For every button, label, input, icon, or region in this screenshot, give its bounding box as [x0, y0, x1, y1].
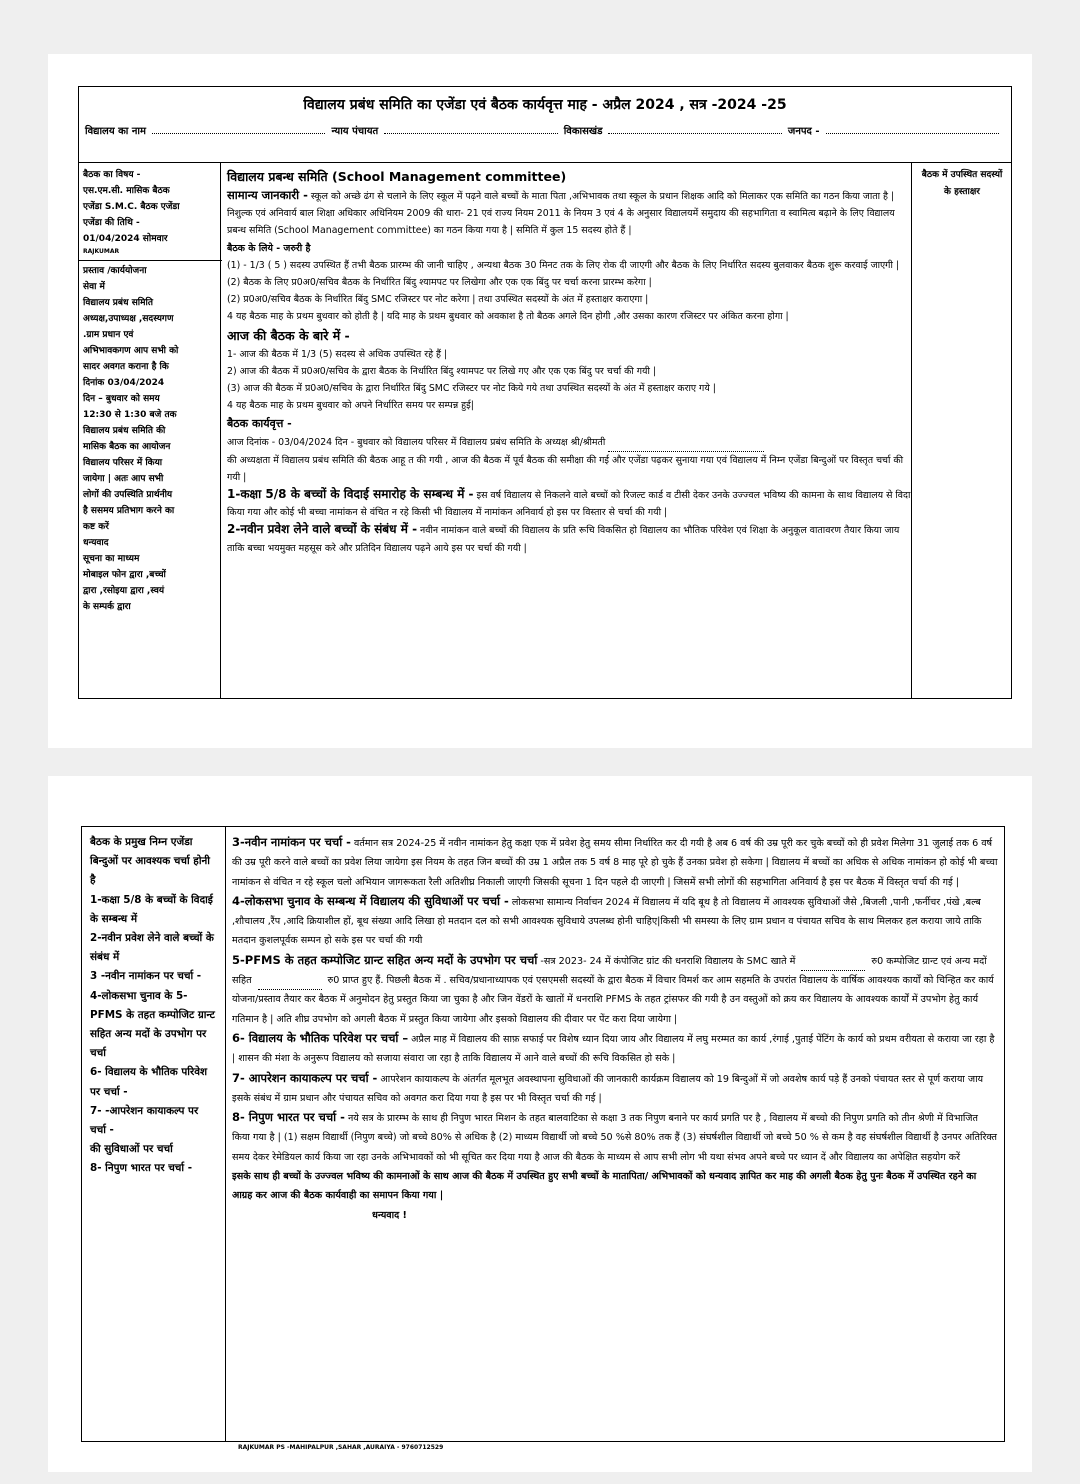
proposal-line: मोबाइल फोन द्वारा ,बच्चों [83, 570, 166, 580]
minutes-item [232, 833, 998, 892]
minutes-item-title: 8- निपुण भारत पर चर्चा - [232, 1110, 345, 1125]
item-1-paragraph: 1-कक्षा 5/8 के बच्चों के विदाई समारोह के सम्बन्ध में - इस वर्ष विद्यालय से निकलने वाले बच्चों को रिजल्ट कार्ड व टीसी देकर उनके उज्ज्वल भविष्य की कामना के साथ विद्यालय से विदा किया गया और कोई भी बच्चा नामांकन से वंचित न रहे किसी भी विद्यालय में नामांकन अनिवार्य हो इस पर विस्तार से चर्चा की गयी | [227, 487, 911, 519]
proposal-line: है ससमय प्रतिभाग करने का [83, 506, 175, 516]
agenda-point: 3 -नवीन नामांकन पर चर्चा - [90, 970, 202, 983]
minutes-item [232, 1029, 998, 1069]
agenda-point: 8- निपुण भारत पर चर्चा - [90, 1162, 193, 1175]
proposal-line: विद्यालय परिसर में किया [83, 458, 163, 468]
school-name-label: विद्यालय का नाम [85, 126, 146, 137]
minutes-item-text: लोकसभा सामान्य निर्वाचन 2024 में विद्यालय में यदि बूथ है तो विद्यालय में आवश्यक सुविधाओं जैसे ,बिजली ,पानी ,फर्नीचर ,पंखे ,बल्ब ,शौचालय ,रैंप ,आदि क्रियाशील हों, बूथ संख्या आदि लिखा हो मतदान दल को सभी आवश्यक सुविधाये उपलब्ध होनी चाहिए|किसी भी समस्या के लिए ग्राम प्रधान व पंचायत सचिव के साथ मिलकर हल कराया जाये ताकि मतदान कुशलपूर्वक सम्पन हो सके इस पर चर्चा की गयी [232, 896, 982, 947]
requirement-item: (1) - 1/3 ( 5 ) सदस्य उपस्थित हैं तभी बैठक प्रारम्भ की जानी चाहिए , अन्यथा बैठक 30 मिनट तक के लिए रोक दी जाएगी और बैठक के लिए निर्धारित सदस्य बुलवाकर बैठक शुरू करवाई जाएगी | [227, 259, 900, 271]
panchayat-blank [384, 133, 557, 134]
today-item: (3) आज की बैठक में प्र0अ0/सचिव के द्वारा निर्धारित बिंदु SMC रजिस्टर पर नोट किये गये तथा उपस्थित सदस्यों के अंत में हस्ताक्षर कराए गये | [227, 383, 716, 395]
proposal-line: अध्यक्ष,उपाध्यक्ष ,सदस्यगण [83, 314, 174, 324]
proposal-line: विद्यालय प्रबंध समिति की [83, 426, 166, 436]
block-label: विकासखंड [563, 126, 603, 137]
minutes-item [232, 951, 998, 1029]
column-divider-right [911, 162, 912, 698]
school-name-blank [152, 133, 325, 134]
column-divider-left [220, 162, 221, 698]
general-info-paragraph: सामान्य जानकारी - स्कूल को अच्छे ढंग से चलाने के लिए स्कूल में पढ़ने वाले बच्चों के माता पिता ,अभिभावक तथा स्कूल के प्रधान शिक्षक आदि को मिलाकर एक समिति का गठन किया जाता है | निशुल्क एवं अनिवार्य बाल शिक्षा अधिकार अधिनियम 2009 की धारा- 21 एवं राज्य नियम 2011 के नियम 3 एवं 4 के अनुसार विद्यालयमें समुदाय की सहभागिता व स्वामित्व बढ़ाने के लिए विद्यालय प्रबन्ध समिति (School Management committee) का गठन किया गया है | समिति में कुल 15 सदस्य होते हैं | [227, 188, 895, 237]
minutes-item-title: 6- विद्यालय के भौतिक परिवेश पर चर्चा – [232, 1030, 409, 1045]
amount-blank [258, 989, 322, 990]
minutes-main-column [232, 833, 998, 1225]
agenda-frame [78, 86, 1012, 699]
proposal-line: सादर अवगत कराना है कि [83, 362, 169, 372]
item-2-paragraph: 2-नवीन प्रवेश लेने वाले बच्चों के संबंध में - नवीन नामांकन वाले बच्चों की विद्यालय के प्रति रूचि विकसित हो विद्यालय का भौतिक परिवेश एवं शिक्षा के अनुकूल वातावरण तैयार किया जाय ताकि बच्चा भयमुक्त महसूस करे और प्रतिदिन विद्यालय पढ़ने आये इस पर चर्चा की गयी | [227, 522, 900, 554]
proposal-line: सेवा में [83, 282, 105, 292]
minutes-frame [81, 826, 1005, 1451]
today-item: 4 यह बैठक माह के प्रथम बुधवार को अपने निर्धारित समय पर सम्पन्न हुई| [227, 400, 474, 412]
agenda-subject-line: एजेंडा S.M.C. बैठक एजेंडा [83, 202, 180, 212]
proposal-line: द्वारा ,रसोइया द्वारा ,स्वयं [83, 586, 165, 596]
requirement-item: 4 यह बैठक माह के प्रथम बुधवार को होती है | यदि माह के प्रथम बुधवार को अवकाश है तो बैठक अगले दिन होगी ,और उसका कारण रजिस्टर पर अंकित करना होगा | [227, 311, 789, 323]
minutes-item-text: आपरेशन कायाकल्प के अंतर्गत मूलभूत अवस्थापना सुविधाओं की जानकारी कार्यक्रम विद्यालय को 19 बिन्दुओं में जो अवशेष कार्य पड़े हैं उनको पंचायत स्तर से पूर्ण कराया जाय इसके संबंध में ग्राम प्रधान और पंचायत सचिव को अवगत करा दिया गया है इस पर भी विस्तृत चर्चा की गई | [232, 1073, 984, 1104]
proposal-block [83, 263, 218, 615]
agenda-point: 4-लोकसभा चुनाव के 5-PFMS के तहत कम्पोजिट ग्रान्ट सहित अन्य मदों के उपभोग पर चर्चा [90, 989, 215, 1060]
agenda-points-column [82, 827, 226, 1441]
proposal-line: विद्यालय प्रबंध समिति [83, 298, 153, 308]
minutes-item-text: नये सत्र के प्रारम्भ के साथ ही निपुण भारत मिशन के तहत बालवाटिका से कक्षा 3 तक निपुण बनाने पर कार्य प्रगति पर है , विद्यालय में बच्चो की निपुण प्रगति को तीन श्रेणी में विभाजित किया गया है | (1) सक्षम विद्यार्थी (निपुण बच्चे) जो बच्चे 80% से अधिक है (2) माध्यम विद्यार्थी जो बच्चे 50 %से 80% तक हैं (3) संघर्षशील विद्यार्थी जो बच्चे 50 % से कम है वह संघर्षशील विद्यार्थी है उनपर अतिरिक्त समय देकर रेमेडियल कार्य किया जा रहा उनके अभिभावकों को भी सूचित कर दिया गया है आज की बैठक के माध्यम से आप सभी लोग भी यथा संभव अपने बच्चे पर ध्यान दें और विद्यालय का अपेक्षित सहयोग करें [232, 1113, 998, 1163]
proposal-line: अभिभावकगण आप सभी को [83, 346, 179, 356]
agenda-point: 1-कक्षा 5/8 के बच्चों के विदाई के सम्बन्ध में [90, 893, 213, 925]
agenda-subject-block [83, 167, 218, 247]
minutes-item-text: वर्तमान सत्र 2024-25 में नवीन नामांकन हेतु कक्षा एक में प्रवेश हेतु समय सीमा निर्धारित कर दी गयी है अब 6 वर्ष की उम्र पूरी कर चुके बच्चों को ही प्रवेश मिलेगा 31 जुलाई तक 6 वर्ष की उम्र पूरी करने वाले बच्चों का प्रवेश लिया जायेगा इस नियम के तहत जिन बच्चों की उम्र 1 अप्रैल तक 5 वर्ष 8 माह पूरे हो चुके हैं उनका प्रवेश हो सकेगा | विद्यालय में बच्चों का अधिक से अधिक नामांकन हो कोई भी बच्चा नामांकन से वंचित न रहे स्कूल चलो अभियान जागरूकता रैली अतिशीघ्र निकाली जाएगी जिसकी सूचना 1 दिन पहले दी जाएगी | जिसमें सभी लोगों की सहभागिता अनिवार्य है इस पर बैठक में विस्तृत चर्चा की गई | [232, 838, 998, 888]
proposal-line: जायेगा | अतः आप सभी [83, 474, 164, 484]
requirement-item: (2) प्र0अ0/सचिव बैठक के निर्धारित बिंदु SMC रजिस्टर पर नोट करेगा | तथा उपस्थित सदस्यों के अंत में हस्ताक्षर कराएगा | [227, 294, 649, 306]
agenda-subject-line: 01/04/2024 सोमवार [83, 234, 168, 244]
page-title: विद्यालय प्रबंध समिति का एजेंडा एवं बैठक कार्यवृत्त माह - अप्रैल 2024 , सत्र -2024 -25 [303, 97, 787, 113]
header-fields [85, 123, 1005, 137]
proposal-line: प्रस्ताव /कार्ययोजना [83, 266, 147, 276]
proposal-line: लोगों की उपस्थिति प्रार्थनीय [83, 490, 173, 500]
minutes-item-title: 3-नवीन नामांकन पर चर्चा - [232, 835, 351, 849]
agenda-point: 7- -आपरेशन कायाकल्प पर चर्चा - [90, 1104, 199, 1137]
proposal-line: कष्ट करें [83, 522, 109, 532]
author-small-label: RAJKUMAR [83, 248, 120, 255]
proposal-line: सूचना का माध्यम [83, 554, 140, 564]
agenda-main-column [227, 167, 911, 557]
proposal-line: 12:30 से 1:30 बजे तक [83, 410, 177, 420]
minutes-first-line: आज दिनांक - 03/04/2024 दिन - बुधवार को विद्यालय परिसर में विद्यालय प्रबंध समिति के अध्यक्ष श्री/श्रीमती [227, 434, 911, 451]
header-divider [79, 162, 1011, 163]
proposal-line: .ग्राम प्रधान एवं [83, 330, 134, 340]
proposal-line: दिनांक 03/04/2024 [83, 378, 165, 388]
today-item: 2) आज की बैठक में प्र0अ0/सचिव के द्वारा बैठक के निर्धारित बिंदु श्यामपट पर लिखे गए और एक एक बिंदु पर चर्चा की गयी | [227, 365, 657, 377]
minutes-item-title: 7- आपरेशन कायाकल्प पर चर्चा - [232, 1070, 378, 1085]
minutes-item-title: 5-PFMS के तहत कम्पोजिट ग्रान्ट सहित अन्य मदों के उपभोग पर चर्चा [232, 952, 538, 967]
today-meeting-heading: आज की बैठक के बारे में - [227, 327, 350, 343]
today-meeting-list [227, 346, 911, 415]
document-page-2 [48, 776, 1032, 1472]
signatures-column: बैठक में उपस्थित सदस्यों के हस्ताक्षर [921, 170, 1003, 197]
minutes-heading: बैठक कार्यवृत्त - [227, 417, 292, 431]
today-item: 1- आज की बैठक में 1/3 (5) सदस्य से अधिक उपस्थित रहे हैं | [227, 348, 448, 360]
footer-note: RAJKUMAR PS -MAHIPALPUR ,SAHAR ,AURAIYA - 9760712529 [238, 1444, 444, 1451]
agenda-subject-line: एजेंडा की तिथि - [83, 218, 140, 228]
closing-paragraph: इसके साथ ही बच्चों के उज्ज्वल भविष्य की कामनाओं के साथ आज की बैठक में उपस्थित हुए सभी बच्चों के मातापिता/ अभिभावकों को धन्यवाद ज्ञापित कर माह की अगली बैठक हेतु पुनः बैठक में उपस्थित रहने का आग्रह कर आज की बैठक कार्यवाही का समापन किया गया | [232, 1171, 977, 1202]
thanks-text: धन्यवाद ! [372, 1209, 407, 1221]
amount-blank [801, 970, 865, 971]
minutes-item [232, 1069, 998, 1109]
district-label: जनपद - [787, 126, 820, 137]
agenda-left-column [83, 167, 218, 615]
proposal-line: दिन – बुधवार को समय [83, 394, 160, 404]
proposal-line: धन्यवाद [83, 538, 109, 548]
agenda-subject-line: बैठक का विषय - [83, 170, 141, 180]
agenda-point: 6- विद्यालय के भौतिक परिवेश पर चर्चा - [90, 1066, 208, 1098]
minutes-item-text: अप्रैल माह में विद्यालय की साफ़ सफाई पर विशेष ध्यान दिया जाय और विद्यालय में लघु मरम्मत का कार्य ,रंगाई ,पुताई पेंटिंग के कार्य को प्रथम वरीयता से कराया जा रहा है | शासन की मंशा के अनुरूप विद्यालय को सजाया संवारा जा रहा है ताकि विद्यालय में आने वाले बच्चों की रूचि विकसित हो सके | [232, 1033, 995, 1065]
requirement-item: (2) बैठक के लिए प्र0अ0/सचिव बैठक के निर्धारित बिंदु श्यामपट पर लिखेगा और एक एक बिंदु पर चर्चा करना प्रारम्भ करेगा | [227, 277, 652, 289]
minutes-item [232, 892, 998, 951]
proposal-line: के सम्पर्क द्वारा [83, 602, 131, 612]
minutes-item [232, 1108, 998, 1167]
minutes-item-text: -सत्र 2023- 24 में कंपोजिट ग्रांट की धनराशि विद्यालय के SMC खाते में [537, 955, 796, 967]
document-page-1 [48, 54, 1032, 748]
minutes-item-text: रु0 प्राप्त हुए हैं. पिछली बैठक में . सचिव/प्रधानाध्यापक एवं एसएमसी सदस्यों के द्वारा बैठक में विचार विमर्श कर आम सहमति के उपरांत विद्यालय के वार्षिक आवश्यक कार्यों को चिन्हित कर कार्य योजना/प्रस्ताव तैयार कर बैठक में अनुमोदन हेतु प्रस्तुत किया जा चुका है और जिन वेंडरों के खातों में धनराशि PFMS के तहत ट्रांसफर की गयी है उन वस्तुओं को क्रय कर विद्यालय के आवश्यक कार्यों में उपभोग हेतु कार्य गतिमान है | अति शीघ्र उपभोग को अगली बैठक में प्रस्तुत किया जायेगा और इसको विद्यालय की दीवार पर पेंट करा दिया जायेगा | [232, 975, 994, 1025]
minutes-paragraph: की अध्यक्षता में विद्यालय प्रबंध समिति की बैठक आहू त की गयी , आज की बैठक में पूर्व बैठक की समीक्षा की गई और एजेंडा पढ़कर सुनाया गया एवं विद्यालय में निम्न एजेंडा बिन्दुओं पर विस्तृत चर्चा की गयी | [227, 454, 904, 483]
block-blank [608, 133, 781, 134]
agenda-point: 2-नवीन प्रवेश लेने वाले बच्चों के संबंध में [90, 932, 214, 964]
minutes-item-title: 4-लोकसभा चुनाव के सम्बन्ध में विद्यालय की सुविधाओं पर चर्चा - [232, 893, 509, 908]
minutes-item-text: रु0 कम्पोजिट ग्रान्ट एवं अन्य मदों सहित [232, 955, 987, 987]
district-blank [826, 133, 999, 134]
agenda-point: बैठक के प्रमुख निम्न एजेंडा बिन्दुओं पर आवश्यक चर्चा होनी है [90, 836, 210, 887]
agenda-subject-line: एस.एम.सी. मासिक बैठक [83, 186, 170, 196]
agenda-point: की सुविधाओं पर चर्चा [90, 1143, 173, 1156]
left-block-divider [79, 260, 222, 261]
minutes-items [232, 833, 998, 1167]
requirements-list [227, 257, 911, 326]
requirements-heading: बैठक के लिये - जरुरी है [227, 242, 311, 254]
panchayat-label: न्याय पंचायत [331, 126, 379, 137]
proposal-line: मासिक बैठक का आयोजन [83, 442, 171, 452]
committee-title: विद्यालय प्रबन्ध समिति (School Management committee) [227, 169, 567, 184]
